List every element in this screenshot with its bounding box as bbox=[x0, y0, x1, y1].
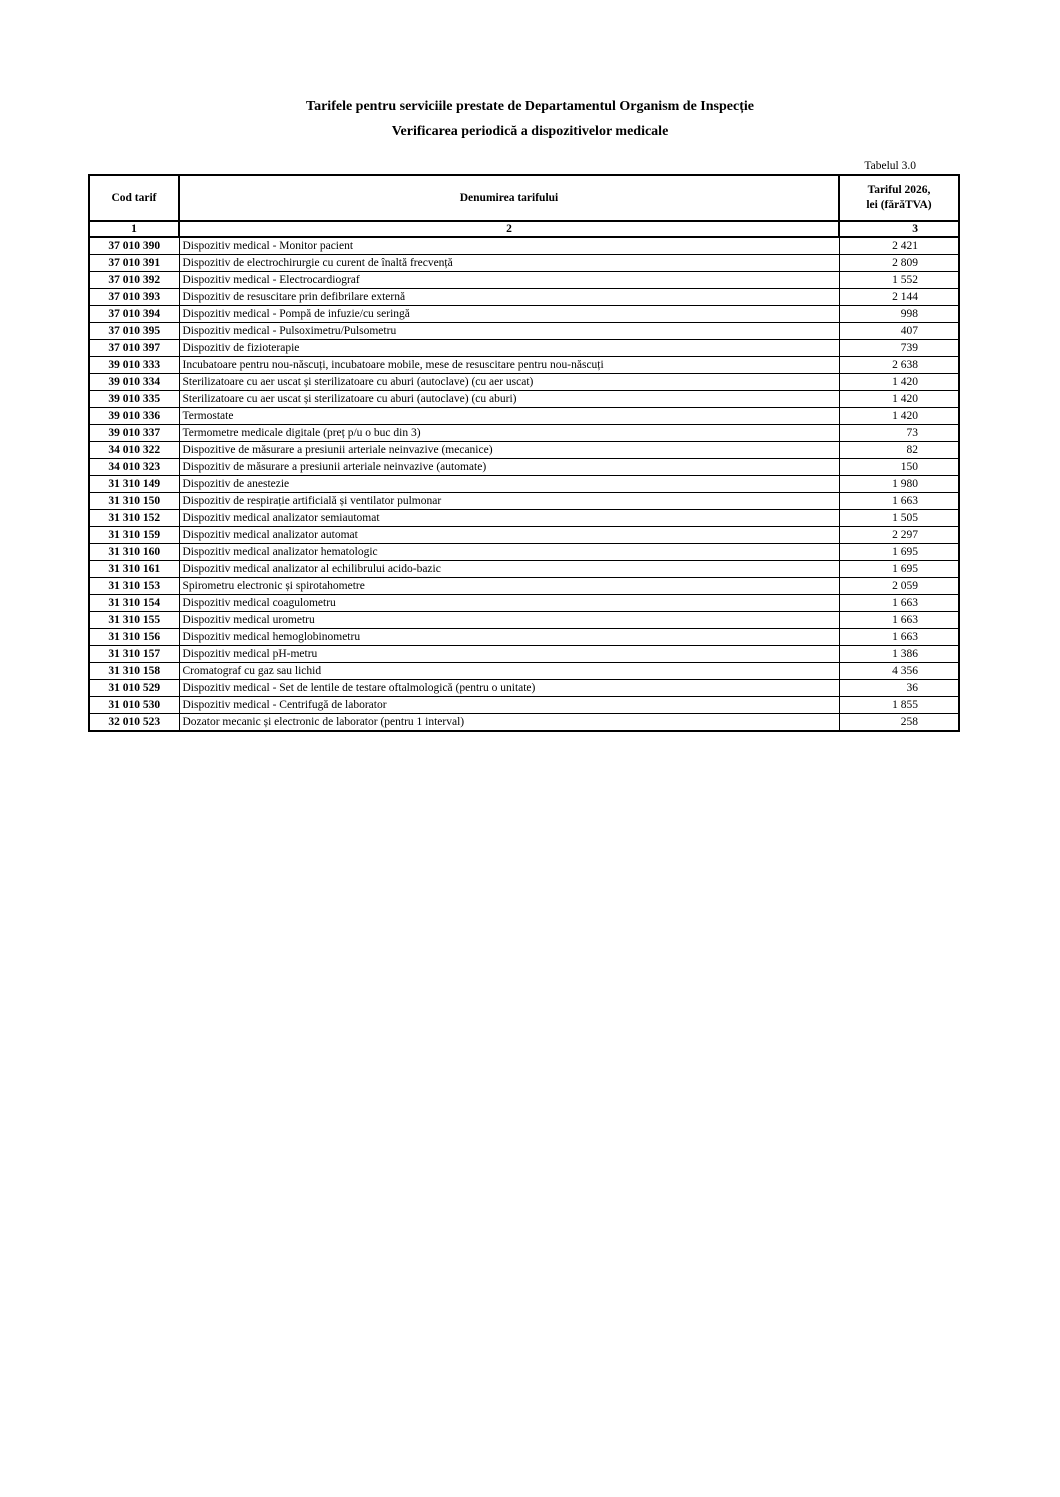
column-number-2: 2 bbox=[179, 221, 839, 237]
tariff-price-cell: 1 420 bbox=[839, 391, 959, 408]
table-row bbox=[89, 459, 959, 476]
tariff-price-cell: 4 356 bbox=[839, 663, 959, 680]
table-row bbox=[89, 391, 959, 408]
tariff-name-cell: Dispozitiv medical urometru bbox=[179, 612, 839, 629]
tariff-name-cell: Dispozitiv medical - Centrifugă de laborator bbox=[179, 697, 839, 714]
tariff-price-cell: 258 bbox=[839, 714, 959, 732]
tariff-code-cell: 39 010 336 bbox=[89, 408, 179, 425]
table-row bbox=[89, 357, 959, 374]
tariff-name-cell: Dispozitiv medical coagulometru bbox=[179, 595, 839, 612]
header-code: Cod tarif bbox=[89, 175, 179, 221]
tariff-price-cell: 2 144 bbox=[839, 289, 959, 306]
table-row bbox=[89, 340, 959, 357]
tariff-code-cell: 37 010 393 bbox=[89, 289, 179, 306]
tariff-name-cell: Dispozitiv medical - Set de lentile de testare oftalmologică (pentru o unitate) bbox=[179, 680, 839, 697]
tariff-code-cell: 37 010 391 bbox=[89, 255, 179, 272]
tariff-price-cell: 1 663 bbox=[839, 595, 959, 612]
tariff-name-cell: Dispozitiv de fizioterapie bbox=[179, 340, 839, 357]
tariff-price-cell: 2 638 bbox=[839, 357, 959, 374]
tariff-code-cell: 37 010 397 bbox=[89, 340, 179, 357]
tariff-price-cell: 1 695 bbox=[839, 544, 959, 561]
table-row bbox=[89, 629, 959, 646]
tariff-price-cell: 1 386 bbox=[839, 646, 959, 663]
tariff-code-cell: 31 310 149 bbox=[89, 476, 179, 493]
table-row bbox=[89, 612, 959, 629]
tariff-code-cell: 31 010 529 bbox=[89, 680, 179, 697]
tariff-name-cell: Dispozitiv de resuscitare prin defibrilare externă bbox=[179, 289, 839, 306]
tariff-name-cell: Dispozitiv de măsurare a presiunii arteriale neinvazive (automate) bbox=[179, 459, 839, 476]
tariff-code-cell: 37 010 392 bbox=[89, 272, 179, 289]
tariff-code-cell: 31 310 161 bbox=[89, 561, 179, 578]
tariff-code-cell: 31 310 158 bbox=[89, 663, 179, 680]
table-row bbox=[89, 255, 959, 272]
header-name: Denumirea tarifului bbox=[179, 175, 839, 221]
tariff-price-cell: 82 bbox=[839, 442, 959, 459]
table-row bbox=[89, 237, 959, 255]
document-title: Tarifele pentru serviciile prestate de Departamentul Organism de Inspecție bbox=[306, 99, 754, 114]
tariff-code-cell: 31 310 156 bbox=[89, 629, 179, 646]
table-row bbox=[89, 476, 959, 493]
tariff-price-cell: 73 bbox=[839, 425, 959, 442]
tariff-price-cell: 2 059 bbox=[839, 578, 959, 595]
tariff-code-cell: 37 010 394 bbox=[89, 306, 179, 323]
table-row bbox=[89, 323, 959, 340]
tariff-price-cell: 1 855 bbox=[839, 697, 959, 714]
tariff-code-cell: 31 310 160 bbox=[89, 544, 179, 561]
tariff-name-cell: Termometre medicale digitale (preț p/u o buc din 3) bbox=[179, 425, 839, 442]
tariff-code-cell: 34 010 322 bbox=[89, 442, 179, 459]
tariff-price-cell: 1 695 bbox=[839, 561, 959, 578]
tariff-name-cell: Termostate bbox=[179, 408, 839, 425]
table-row bbox=[89, 408, 959, 425]
tariff-price-cell: 1 663 bbox=[839, 612, 959, 629]
table-row bbox=[89, 680, 959, 697]
tariff-price-cell: 150 bbox=[839, 459, 959, 476]
table-row bbox=[89, 442, 959, 459]
tariff-price-cell: 1 420 bbox=[839, 374, 959, 391]
column-number-3: 3 bbox=[839, 221, 959, 237]
table-row bbox=[89, 527, 959, 544]
table-row bbox=[89, 510, 959, 527]
tariff-price-cell: 1 663 bbox=[839, 493, 959, 510]
table-row bbox=[89, 425, 959, 442]
tariff-code-cell: 31 310 152 bbox=[89, 510, 179, 527]
tariff-code-cell: 34 010 323 bbox=[89, 459, 179, 476]
tariff-price-cell: 1 420 bbox=[839, 408, 959, 425]
tariff-price-cell: 998 bbox=[839, 306, 959, 323]
column-number-1: 1 bbox=[89, 221, 179, 237]
tariff-name-cell: Dispozitiv medical analizator al echilibrului acido-bazic bbox=[179, 561, 839, 578]
header-price-line2: lei (fărăTVA) bbox=[866, 199, 932, 211]
table-number: Tabelul 3.0 bbox=[864, 160, 916, 172]
tariff-name-cell: Dispozitiv de electrochirurgie cu curent de înaltă frecvență bbox=[179, 255, 839, 272]
tariff-code-cell: 37 010 390 bbox=[89, 237, 179, 255]
table-row bbox=[89, 578, 959, 595]
table-row bbox=[89, 306, 959, 323]
tariff-price-cell: 407 bbox=[839, 323, 959, 340]
table-row bbox=[89, 272, 959, 289]
tariff-code-cell: 31 310 159 bbox=[89, 527, 179, 544]
tariff-name-cell: Dispozitiv medical - Pulsoximetru/Pulsometru bbox=[179, 323, 839, 340]
tariff-code-cell: 31 010 530 bbox=[89, 697, 179, 714]
tariff-code-cell: 39 010 333 bbox=[89, 357, 179, 374]
tariff-code-cell: 31 310 150 bbox=[89, 493, 179, 510]
tariff-name-cell: Dispozitive de măsurare a presiunii arteriale neinvazive (mecanice) bbox=[179, 442, 839, 459]
tariff-code-cell: 32 010 523 bbox=[89, 714, 179, 732]
tariff-name-cell: Dispozitiv medical - Pompă de infuzie/cu seringă bbox=[179, 306, 839, 323]
table-row bbox=[89, 544, 959, 561]
tariff-price-cell: 2 809 bbox=[839, 255, 959, 272]
tariff-price-cell: 1 505 bbox=[839, 510, 959, 527]
tariff-code-cell: 31 310 157 bbox=[89, 646, 179, 663]
tariff-price-cell: 36 bbox=[839, 680, 959, 697]
tariff-code-cell: 31 310 153 bbox=[89, 578, 179, 595]
tariff-name-cell: Dispozitiv medical analizator hematologic bbox=[179, 544, 839, 561]
tariff-code-cell: 37 010 395 bbox=[89, 323, 179, 340]
tariff-price-cell: 739 bbox=[839, 340, 959, 357]
tariff-name-cell: Dispozitiv de respirație artificială și ventilator pulmonar bbox=[179, 493, 839, 510]
tariff-name-cell: Sterilizatoare cu aer uscat și sterilizatoare cu aburi (autoclave) (cu aburi) bbox=[179, 391, 839, 408]
table-row bbox=[89, 595, 959, 612]
tariff-name-cell: Dozator mecanic și electronic de laborator (pentru 1 interval) bbox=[179, 714, 839, 732]
table-row bbox=[89, 646, 959, 663]
tariff-code-cell: 39 010 334 bbox=[89, 374, 179, 391]
tariff-price-cell: 1 663 bbox=[839, 629, 959, 646]
table-row bbox=[89, 493, 959, 510]
tariff-code-cell: 31 310 154 bbox=[89, 595, 179, 612]
tariff-table-body bbox=[89, 237, 959, 731]
tariff-price-cell: 2 421 bbox=[839, 237, 959, 255]
tariff-name-cell: Dispozitiv medical analizator semiautomat bbox=[179, 510, 839, 527]
tariff-code-cell: 31 310 155 bbox=[89, 612, 179, 629]
tariff-name-cell: Spirometru electronic și spirotahometre bbox=[179, 578, 839, 595]
tariff-name-cell: Dispozitiv medical analizator automat bbox=[179, 527, 839, 544]
tariff-price-cell: 2 297 bbox=[839, 527, 959, 544]
table-row bbox=[89, 289, 959, 306]
table-row bbox=[89, 714, 959, 732]
tariff-code-cell: 39 010 335 bbox=[89, 391, 179, 408]
tariff-price-cell: 1 980 bbox=[839, 476, 959, 493]
tariff-name-cell: Dispozitiv medical - Electrocardiograf bbox=[179, 272, 839, 289]
document-subtitle: Verificarea periodică a dispozitivelor medicale bbox=[391, 124, 669, 139]
tariff-name-cell: Dispozitiv medical - Monitor pacient bbox=[179, 237, 839, 255]
tariff-code-cell: 39 010 337 bbox=[89, 425, 179, 442]
tariff-name-cell: Sterilizatoare cu aer uscat și sterilizatoare cu aburi (autoclave) (cu aer uscat) bbox=[179, 374, 839, 391]
tariff-table bbox=[88, 174, 960, 732]
table-row bbox=[89, 374, 959, 391]
header-price-line1: Tariful 2026, bbox=[867, 184, 931, 196]
tariff-name-cell: Dispozitiv de anestezie bbox=[179, 476, 839, 493]
table-row bbox=[89, 697, 959, 714]
table-row bbox=[89, 561, 959, 578]
tariff-name-cell: Incubatoare pentru nou-născuți, incubatoare mobile, mese de resuscitare pentru nou-născuți bbox=[179, 357, 839, 374]
tariff-price-cell: 1 552 bbox=[839, 272, 959, 289]
header-price bbox=[839, 175, 959, 221]
tariff-name-cell: Dispozitiv medical pH-metru bbox=[179, 646, 839, 663]
tariff-name-cell: Dispozitiv medical hemoglobinometru bbox=[179, 629, 839, 646]
table-row bbox=[89, 663, 959, 680]
tariff-name-cell: Cromatograf cu gaz sau lichid bbox=[179, 663, 839, 680]
